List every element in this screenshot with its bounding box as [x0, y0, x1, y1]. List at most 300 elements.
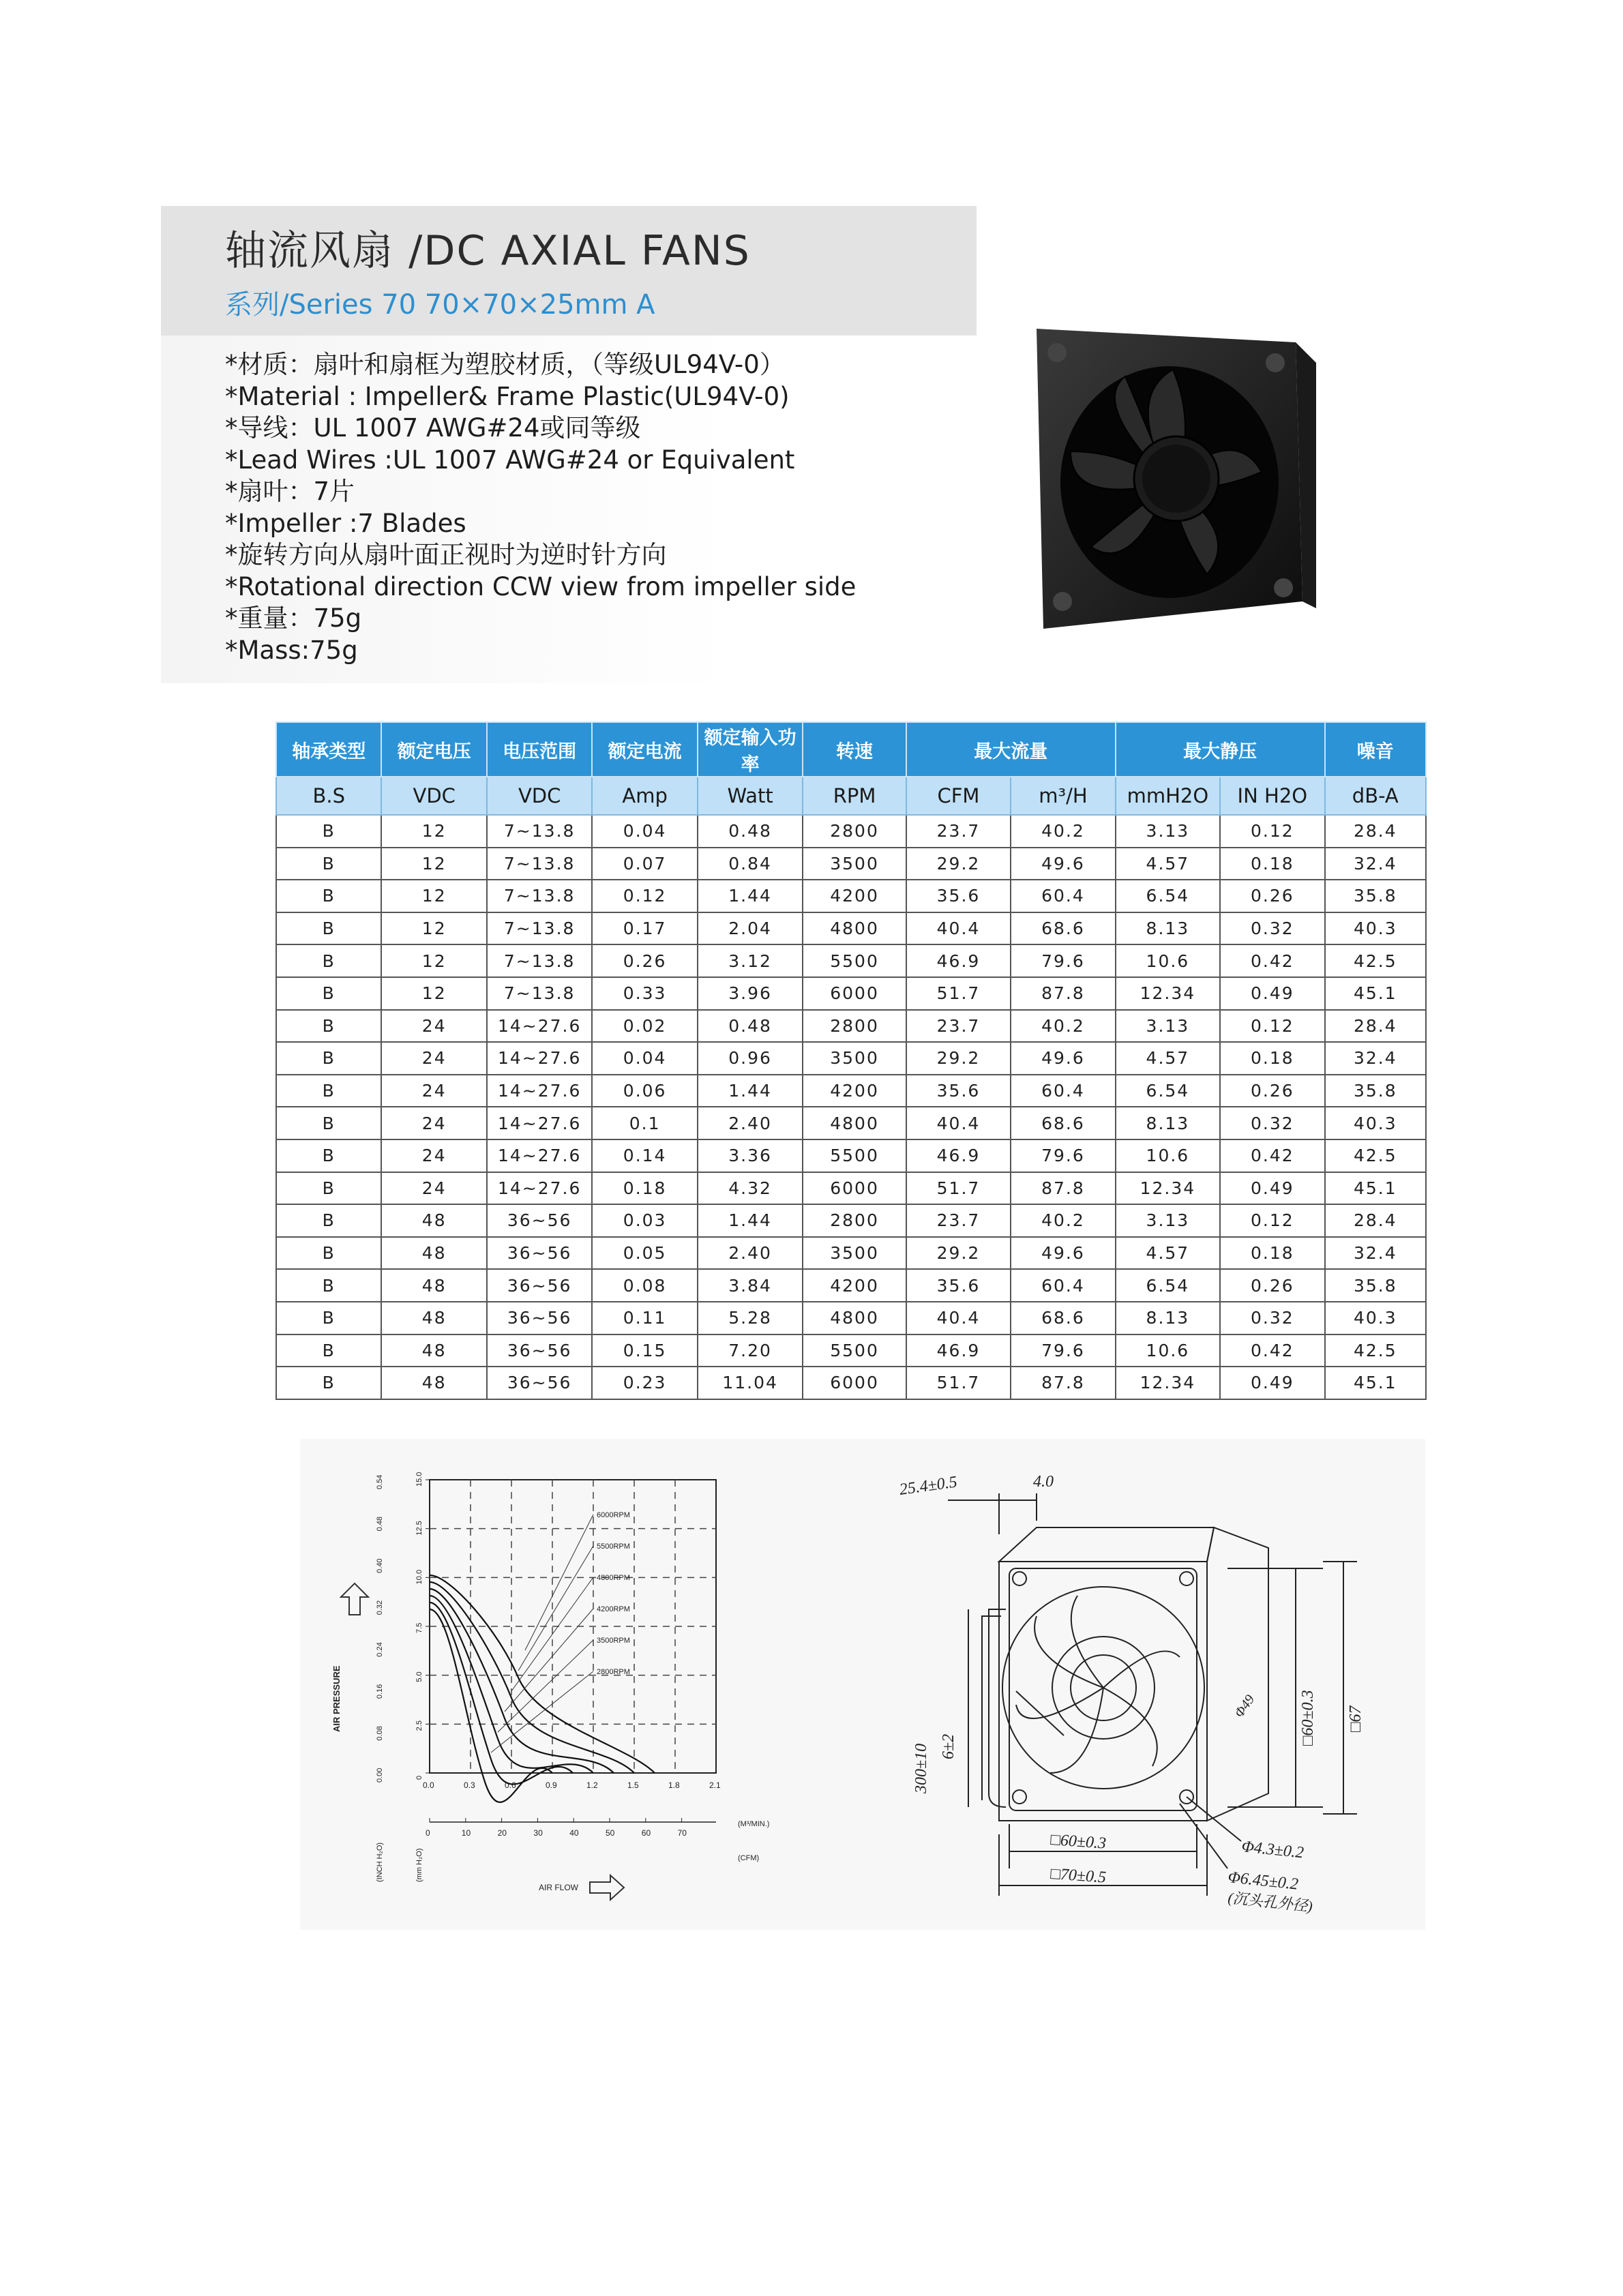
curve-label: 5500RPM [597, 1542, 630, 1551]
table-cell: 0.26 [592, 944, 697, 977]
performance-curve [430, 1602, 573, 1784]
table-cell: 7~13.8 [487, 815, 592, 848]
table-cell: 48 [381, 1367, 486, 1399]
x-m3-unit: (M³/MIN.) [738, 1820, 770, 1828]
table-cell: 46.9 [906, 1139, 1011, 1172]
table-cell: 3.13 [1116, 1204, 1220, 1237]
table-cell: B [276, 815, 381, 848]
table-cell: 12.34 [1116, 1172, 1220, 1205]
table-cell: B [276, 1172, 381, 1205]
table-cell: 0.32 [1220, 912, 1324, 945]
x-m3-tick-label: 0.9 [546, 1780, 557, 1790]
table-cell: 0.48 [698, 1010, 803, 1043]
table-cell: 0.18 [1220, 1042, 1324, 1075]
table-cell: 29.2 [906, 848, 1011, 880]
table-cell: 24 [381, 1075, 486, 1107]
table-cell: 0.07 [592, 848, 697, 880]
table-cell: 7~13.8 [487, 880, 592, 912]
table-cell: B [276, 1302, 381, 1335]
dim-lead-length: 300±10 [912, 1743, 930, 1793]
dim-hole-pitch-v: □60±0.3 [1299, 1690, 1317, 1746]
spec-line: *Mass:75g [225, 635, 358, 665]
spec-line: *扇叶：7片 [225, 477, 355, 506]
spec-line: *Lead Wires :UL 1007 AWG#24 or Equivalent [225, 445, 795, 475]
spec-line: *Impeller :7 Blades [225, 508, 466, 538]
table-cell: 42.5 [1325, 944, 1426, 977]
spec-line: *材质：扇叶和扇框为塑胶材质，（等级UL94V-0） [225, 350, 785, 379]
table-cell: 51.7 [906, 977, 1011, 1010]
table-cell: 3500 [803, 1237, 906, 1270]
dim-lip: 4.0 [1033, 1473, 1054, 1491]
table-cell: 0.05 [592, 1237, 697, 1270]
table-cell: 0.42 [1220, 1139, 1324, 1172]
dim-outer-v: □67 [1347, 1705, 1365, 1732]
table-cell: 0.23 [592, 1367, 697, 1399]
table-cell: 23.7 [906, 1010, 1011, 1043]
table-cell: B [276, 1107, 381, 1139]
table-cell: 5500 [803, 944, 906, 977]
y-mm-tick-label: 5.0 [415, 1671, 423, 1682]
table-cell: 36~56 [487, 1237, 592, 1270]
y-mm-tick-label: 12.5 [415, 1521, 423, 1536]
table-cell: 0.12 [1220, 1010, 1324, 1043]
table-cell: 24 [381, 1139, 486, 1172]
table-cell: B [276, 1204, 381, 1237]
table-cell: 11.04 [698, 1367, 803, 1399]
table-cell: 24 [381, 1107, 486, 1139]
y-mm-unit: (mm H₂O) [415, 1848, 423, 1882]
curve-label: 6000RPM [597, 1511, 630, 1519]
table-cell: 7~13.8 [487, 977, 592, 1010]
table-cell: 45.1 [1325, 1172, 1426, 1205]
table-cell: 0.32 [1220, 1107, 1324, 1139]
curve-label: 2800RPM [597, 1668, 630, 1676]
table-cell: 6000 [803, 1172, 906, 1205]
table-cell: 40.3 [1325, 1302, 1426, 1335]
table-cell: 2800 [803, 1010, 906, 1043]
table-cell: 36~56 [487, 1335, 592, 1367]
table-cell: 14~27.6 [487, 1075, 592, 1107]
page-title: 轴流风扇 /DC AXIAL FANS [225, 227, 751, 275]
table-cell: 2.04 [698, 912, 803, 945]
dim-hub: Φ49 [1232, 1692, 1258, 1720]
table-cell: B [276, 1367, 381, 1399]
table-cell: 1.44 [698, 1204, 803, 1237]
spec-line: *Rotational direction CCW view from impeller side [225, 571, 857, 601]
y-mm-tick-label: 10.0 [415, 1569, 423, 1585]
table-cell: 48 [381, 1269, 486, 1302]
table-cell: 6.54 [1116, 1075, 1220, 1107]
table-cell: 2800 [803, 1204, 906, 1237]
table-cell: 51.7 [906, 1172, 1011, 1205]
table-row [276, 1302, 1426, 1335]
unit-amp: Amp [592, 777, 697, 815]
table-row [276, 1042, 1426, 1075]
table-cell: 10.6 [1116, 944, 1220, 977]
x-m3-tick-label: 1.2 [586, 1780, 598, 1790]
table-cell: 0.17 [592, 912, 697, 945]
table-cell: 0.42 [1220, 944, 1324, 977]
table-cell: 12 [381, 977, 486, 1010]
table-row [276, 815, 1426, 848]
unit-inh2o: IN H2O [1220, 777, 1324, 815]
table-cell: 2800 [803, 815, 906, 848]
table-cell: 3.12 [698, 944, 803, 977]
table-cell: 4.57 [1116, 1237, 1220, 1270]
header-max-pressure: 最大静压 [1116, 722, 1325, 777]
up-arrow-icon [341, 1583, 368, 1615]
table-cell: 8.13 [1116, 1302, 1220, 1335]
table-cell: 0.12 [1220, 1204, 1324, 1237]
table-cell: 49.6 [1011, 1237, 1115, 1270]
unit-watt: Watt [698, 777, 803, 815]
table-cell: 35.6 [906, 1269, 1011, 1302]
table-cell: B [276, 944, 381, 977]
y-mm-tick-label: 15.0 [415, 1472, 423, 1487]
table-cell: 0.84 [698, 848, 803, 880]
dim-outer-h: □70±0.5 [1049, 1865, 1107, 1887]
header-bearing-type: 轴承类型 [276, 722, 381, 777]
x-m3-tick-label: 2.1 [709, 1780, 721, 1790]
dim-counter-note: (沉头孔外径) [1227, 1889, 1314, 1915]
unit-bs: B.S [276, 777, 381, 815]
right-arrow-icon [590, 1875, 624, 1900]
table-cell: 14~27.6 [487, 1172, 592, 1205]
table-row [276, 1335, 1426, 1367]
table-cell: 12.34 [1116, 1367, 1220, 1399]
y-axis-title: AIR PRESSURE [331, 1665, 342, 1732]
spec-line: *重量：75g [225, 603, 362, 633]
table-row [276, 1107, 1426, 1139]
table-cell: 12 [381, 912, 486, 945]
table-cell: 7.20 [698, 1335, 803, 1367]
table-cell: 29.2 [906, 1237, 1011, 1270]
table-cell: 24 [381, 1042, 486, 1075]
table-cell: 0.03 [592, 1204, 697, 1237]
table-cell: 0.48 [698, 815, 803, 848]
table-body [276, 815, 1426, 1399]
table-cell: 4.32 [698, 1172, 803, 1205]
table-cell: 23.7 [906, 815, 1011, 848]
unit-vdc: VDC [381, 777, 486, 815]
unit-dba: dB-A [1325, 777, 1426, 815]
spec-list [225, 349, 856, 666]
header-voltage-range: 电压范围 [487, 722, 592, 777]
x-cfm-tick-label: 60 [641, 1828, 651, 1838]
series-subtitle: 系列/Series 70 70×70×25mm A [225, 289, 655, 320]
table-cell: 6000 [803, 1367, 906, 1399]
table-cell: 10.6 [1116, 1139, 1220, 1172]
dimension-drawing [887, 1452, 1405, 1916]
curve-leader [498, 1640, 593, 1732]
table-row [276, 944, 1426, 977]
specification-table [276, 721, 1427, 1400]
x-cfm-tick-label: 50 [606, 1828, 615, 1838]
y-mm-tick-label: 7.5 [415, 1622, 423, 1633]
x-cfm-unit: (CFM) [738, 1854, 760, 1862]
x-cfm-tick-label: 70 [677, 1828, 687, 1838]
table-cell: 3500 [803, 1042, 906, 1075]
table-row [276, 977, 1426, 1010]
table-cell: 4.57 [1116, 1042, 1220, 1075]
axial-fan-photo [1016, 315, 1316, 642]
table-cell: 35.8 [1325, 880, 1426, 912]
spec-line: *Material : Impeller& Frame Plastic(UL94V-0) [225, 381, 790, 411]
curve-label: 4200RPM [597, 1605, 630, 1613]
table-cell: 3.13 [1116, 815, 1220, 848]
table-cell: 0.12 [592, 880, 697, 912]
x-m3-tick-label: 0.0 [423, 1780, 434, 1790]
table-cell: B [276, 1335, 381, 1367]
table-cell: 46.9 [906, 944, 1011, 977]
x-cfm-tick-label: 10 [461, 1828, 471, 1838]
table-cell: 8.13 [1116, 912, 1220, 945]
y-inch-tick-label: 0.40 [376, 1558, 384, 1573]
table-cell: 28.4 [1325, 1204, 1426, 1237]
table-row [276, 880, 1426, 912]
table-cell: 4800 [803, 912, 906, 945]
table-cell: 0.12 [1220, 815, 1324, 848]
table-cell: 5500 [803, 1335, 906, 1367]
table-cell: 0.18 [1220, 848, 1324, 880]
x-axis-title: AIR FLOW [539, 1883, 579, 1892]
table-row [276, 1172, 1426, 1205]
table-cell: 3.84 [698, 1269, 803, 1302]
y-inch-tick-label: 0.08 [376, 1726, 384, 1741]
table-cell: 14~27.6 [487, 1010, 592, 1043]
table-row [276, 1367, 1426, 1399]
table-cell: 23.7 [906, 1204, 1011, 1237]
table-cell: 60.4 [1011, 1269, 1115, 1302]
table-cell: 40.2 [1011, 815, 1115, 848]
table-row [276, 848, 1426, 880]
table-cell: 28.4 [1325, 1010, 1426, 1043]
y-inch-tick-label: 0.24 [376, 1642, 384, 1657]
table-cell: 6.54 [1116, 880, 1220, 912]
x-m3-tick-label: 1.5 [627, 1780, 639, 1790]
table-cell: 68.6 [1011, 1107, 1115, 1139]
table-cell: 2.40 [698, 1107, 803, 1139]
table-cell: 6.54 [1116, 1269, 1220, 1302]
table-cell: 60.4 [1011, 880, 1115, 912]
spec-line: *旋转方向从扇叶面正视时为逆时针方向 [225, 540, 667, 569]
table-cell: 79.6 [1011, 944, 1115, 977]
table-row [276, 1010, 1426, 1043]
performance-curve [430, 1596, 593, 1773]
table-cell: 0.04 [592, 1042, 697, 1075]
table-cell: 0.18 [1220, 1237, 1324, 1270]
table-cell: 12 [381, 944, 486, 977]
table-cell: 48 [381, 1237, 486, 1270]
table-cell: 40.3 [1325, 912, 1426, 945]
table-cell: 32.4 [1325, 848, 1426, 880]
table-cell: 24 [381, 1010, 486, 1043]
x-m3-tick-label: 1.8 [668, 1780, 680, 1790]
table-row [276, 912, 1426, 945]
dim-hole-small: Φ4.3±0.2 [1240, 1838, 1305, 1862]
y-mm-tick-label: 0 [415, 1775, 423, 1780]
table-cell: 40.2 [1011, 1010, 1115, 1043]
table-cell: 32.4 [1325, 1042, 1426, 1075]
table-cell: 7~13.8 [487, 944, 592, 977]
table-cell: 4200 [803, 1269, 906, 1302]
table-cell: 7~13.8 [487, 912, 592, 945]
table-cell: 0.96 [698, 1042, 803, 1075]
y-inch-unit: (INCH H₂O) [376, 1842, 384, 1882]
table-cell: 10.6 [1116, 1335, 1220, 1367]
table-cell: 68.6 [1011, 912, 1115, 945]
table-cell: 87.8 [1011, 1172, 1115, 1205]
table-cell: B [276, 1139, 381, 1172]
table-cell: 49.6 [1011, 848, 1115, 880]
dim-hole-counter: Φ6.45±0.2 [1227, 1868, 1299, 1894]
table-cell: 60.4 [1011, 1075, 1115, 1107]
y-inch-tick-label: 0.16 [376, 1684, 384, 1699]
table-cell: 0.15 [592, 1335, 697, 1367]
unit-rpm: RPM [803, 777, 906, 815]
table-cell: 12 [381, 815, 486, 848]
table-cell: 42.5 [1325, 1139, 1426, 1172]
x-m3-tick-label: 0.6 [505, 1780, 516, 1790]
table-cell: B [276, 977, 381, 1010]
table-row [276, 1139, 1426, 1172]
table-cell: B [276, 1042, 381, 1075]
table-row [276, 1075, 1426, 1107]
table-cell: 32.4 [1325, 1237, 1426, 1270]
table-cell: 0.1 [592, 1107, 697, 1139]
table-cell: 14~27.6 [487, 1139, 592, 1172]
spec-line: *导线：UL 1007 AWG#24或同等级 [225, 413, 641, 443]
x-cfm-tick-label: 20 [497, 1828, 507, 1838]
x-cfm-tick-label: 0 [426, 1828, 430, 1838]
table-cell: 1.44 [698, 880, 803, 912]
table-cell: 2.40 [698, 1237, 803, 1270]
table-cell: 28.4 [1325, 815, 1426, 848]
unit-vdc-range: VDC [487, 777, 592, 815]
header-rated-voltage: 额定电压 [381, 722, 486, 777]
table-cell: 45.1 [1325, 1367, 1426, 1399]
table-cell: 0.49 [1220, 1367, 1324, 1399]
table-cell: 79.6 [1011, 1139, 1115, 1172]
curve-label: 4800RPM [597, 1574, 630, 1582]
x-m3-tick-label: 0.3 [464, 1780, 475, 1790]
table-cell: B [276, 912, 381, 945]
table-row [276, 1237, 1426, 1270]
table-cell: 6000 [803, 977, 906, 1010]
table-cell: 0.02 [592, 1010, 697, 1043]
table-cell: 7~13.8 [487, 848, 592, 880]
table-cell: 0.32 [1220, 1302, 1324, 1335]
table-cell: 49.6 [1011, 1042, 1115, 1075]
table-cell: 24 [381, 1172, 486, 1205]
table-cell: 68.6 [1011, 1302, 1115, 1335]
table-cell: 36~56 [487, 1367, 592, 1399]
table-cell: 1.44 [698, 1075, 803, 1107]
table-cell: 36~56 [487, 1204, 592, 1237]
header-rated-power: 额定输入功率 [698, 722, 803, 777]
table-cell: 3500 [803, 848, 906, 880]
table-cell: 35.8 [1325, 1269, 1426, 1302]
table-cell: 0.33 [592, 977, 697, 1010]
table-cell: 3.96 [698, 977, 803, 1010]
table-cell: 45.1 [1325, 977, 1426, 1010]
table-cell: 40.4 [906, 1107, 1011, 1139]
header-max-flow: 最大流量 [906, 722, 1116, 777]
performance-chart [321, 1452, 770, 1916]
table-cell: 8.13 [1116, 1107, 1220, 1139]
table-cell: 0.26 [1220, 880, 1324, 912]
curve-label: 3500RPM [597, 1637, 630, 1645]
table-row [276, 1204, 1426, 1237]
y-inch-tick-label: 0.00 [376, 1768, 384, 1783]
table-cell: 87.8 [1011, 977, 1115, 1010]
table-cell: 40.2 [1011, 1204, 1115, 1237]
dim-frame-depth: 25.4±0.5 [898, 1473, 959, 1499]
table-cell: 4200 [803, 880, 906, 912]
curve-leader [505, 1609, 593, 1712]
table-cell: 29.2 [906, 1042, 1011, 1075]
table-cell: B [276, 1075, 381, 1107]
dim-strip: 6±2 [940, 1733, 957, 1759]
curve-leader [525, 1515, 593, 1650]
table-cell: 0.49 [1220, 1172, 1324, 1205]
table-cell: 40.3 [1325, 1107, 1426, 1139]
table-cell: 0.08 [592, 1269, 697, 1302]
table-cell: 36~56 [487, 1302, 592, 1335]
table-cell: 87.8 [1011, 1367, 1115, 1399]
x-cfm-tick-label: 40 [569, 1828, 579, 1838]
table-cell: 35.8 [1325, 1075, 1426, 1107]
table-cell: 46.9 [906, 1335, 1011, 1367]
table-cell: 42.5 [1325, 1335, 1426, 1367]
curve-leader [491, 1671, 593, 1753]
unit-cfm: CFM [906, 777, 1011, 815]
table-cell: 3.36 [698, 1139, 803, 1172]
table-cell: 5.28 [698, 1302, 803, 1335]
table-cell: 4800 [803, 1302, 906, 1335]
table-cell: 0.11 [592, 1302, 697, 1335]
table-cell: B [276, 880, 381, 912]
unit-mmh2o: mmH2O [1116, 777, 1220, 815]
table-cell: B [276, 848, 381, 880]
table-cell: 4200 [803, 1075, 906, 1107]
table-cell: 35.6 [906, 1075, 1011, 1107]
y-mm-tick-label: 2.5 [415, 1720, 423, 1731]
y-inch-tick-label: 0.54 [376, 1474, 384, 1489]
table-cell: 12 [381, 848, 486, 880]
table-cell: 4.57 [1116, 848, 1220, 880]
table-cell: 14~27.6 [487, 1107, 592, 1139]
table-cell: 0.26 [1220, 1269, 1324, 1302]
table-cell: 48 [381, 1302, 486, 1335]
table-cell: 3.13 [1116, 1010, 1220, 1043]
table-cell: 48 [381, 1204, 486, 1237]
header-noise: 噪音 [1325, 722, 1426, 777]
table-cell: B [276, 1010, 381, 1043]
table-cell: 0.42 [1220, 1335, 1324, 1367]
table-cell: 14~27.6 [487, 1042, 592, 1075]
header-rated-current: 额定电流 [592, 722, 697, 777]
table-cell: 0.06 [592, 1075, 697, 1107]
x-cfm-tick-label: 30 [533, 1828, 543, 1838]
table-cell: 51.7 [906, 1367, 1011, 1399]
table-cell: B [276, 1237, 381, 1270]
table-cell: 0.14 [592, 1139, 697, 1172]
table-cell: 12.34 [1116, 977, 1220, 1010]
table-cell: 4800 [803, 1107, 906, 1139]
table-cell: 0.04 [592, 815, 697, 848]
table-cell: 40.4 [906, 1302, 1011, 1335]
